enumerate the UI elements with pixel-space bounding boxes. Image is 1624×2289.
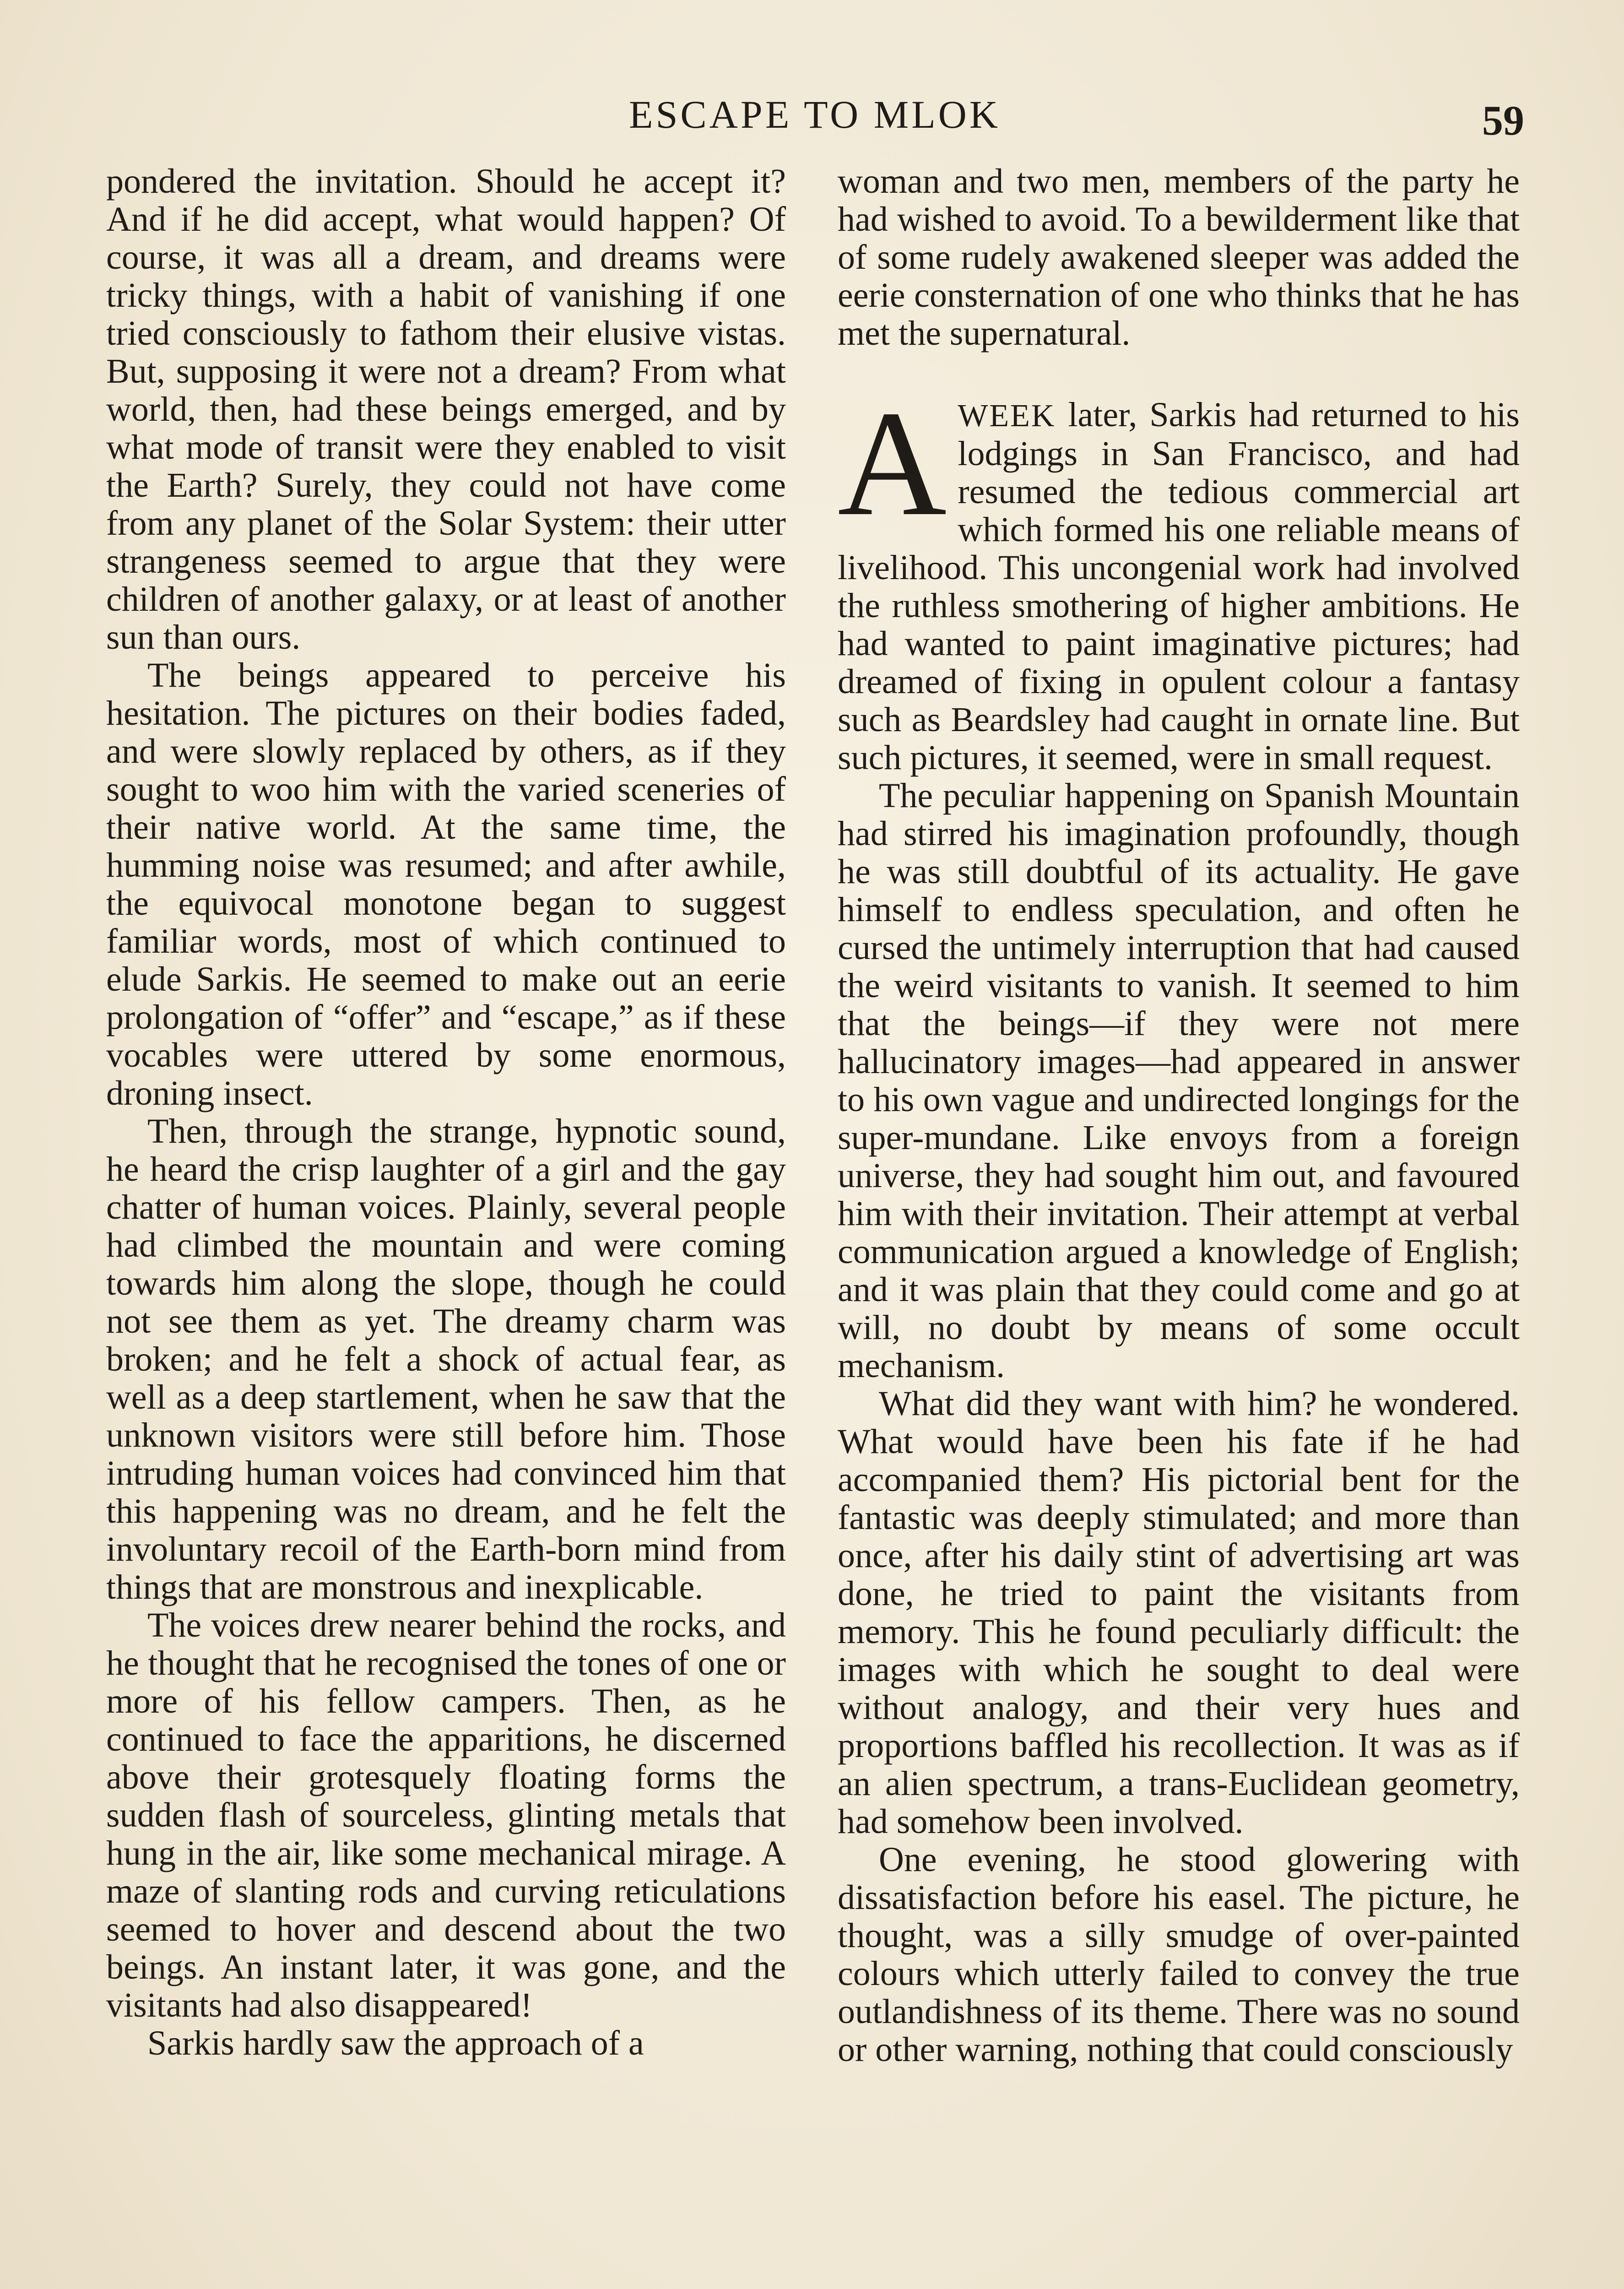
running-title: ESCAPE TO MLOK — [629, 92, 1001, 136]
paragraph-text: later, Sarkis had returned to his lodgings in San Francisco, and had resumed the tedious commercial art which formed his one reliable means of livelihood. This uncongenial work had involved the ruthless smothering of higher ambitions. He had wanted to paint imaginative pictures; had dreamed of fixing in opulent colour a fantasy such as Beardsley had caught in ornate line. But such pictures, it seemed, were in small request. — [838, 396, 1520, 777]
paragraph: One evening, he stood glowering with dissatisfaction before his easel. The picture, he thought, was a silly smudge of over-painted colours which utterly failed to convey the true outlandishness of its theme. There was no sound or other warning, nothing that could consciously — [838, 1840, 1520, 2069]
paragraph: woman and two men, members of the party he had wished to avoid. To a bewilderment like that of some rudely awakened sleeper was added the eerie consternation of one who thinks that he has met the supernatural. — [838, 162, 1520, 353]
paragraph: What did they want with him? he wondered. What would have been his fate if he had accompanied them? His pictorial bent for the fantastic was deeply stimulated; and more than once, after his daily stint of advertising art was done, he tried to paint the visitants from memory. This he found peculiarly difficult: the images with which he sought to deal were without analogy, and their very hues and proportions baffled his recollection. It was as if an alien spectrum, a trans-Euclidean geometry, had somehow been involved. — [838, 1384, 1520, 1841]
small-caps-word: WEEK — [958, 398, 1056, 434]
paragraph: Then, through the strange, hypnotic sound, he heard the crisp laughter of a girl and the gay chatter of human voices. Plainly, several people had climbed the mountain and were coming towards him along the slope, though he could not see them as yet. The dreamy charm was broken; and he felt a shock of actual fear, as well as a deep startlement, when he saw that the unknown visitors were still before him. Those intruding human voices had convinced him that this happening was no dream, and he felt the involuntary recoil of the Earth-born mind from things that are monstrous and inexplicable. — [106, 1112, 786, 1606]
page-header — [105, 92, 1524, 142]
left-column — [106, 163, 786, 2062]
drop-cap: A — [838, 380, 947, 547]
paragraph: The peculiar happening on Spanish Mountain had stirred his imagination profoundly, though he was still doubtful of its actuality. He gave himself to endless speculation, and often he cursed the untimely interruption that had caused the weird visitants to vanish. It seemed to him that the beings—if they were not mere hallucinatory images—had appeared in answer to his own vague and undirected longings for the super-mundane. Like envoys from a foreign universe, they had sought him out, and favoured him with their invitation. Their attempt at verbal communication argued a knowledge of English; and it was plain that they could come and go at will, no doubt by means of some occult mechanism. — [838, 776, 1520, 1385]
right-column — [838, 163, 1520, 2069]
paragraph: pondered the invitation. Should he accept it? And if he did accept, what would happen? Of course, it was all a dream, and dreams were tricky things, with a habit of vanishing if one tried consciously to fathom their elusive vistas. But, supposing it were not a dream? From what world, then, had these beings emerged, and by what mode of transit were they enabled to visit the Earth? Surely, they could not have come from any planet of the Solar System: their utter strangeness seemed to argue that they were children of another galaxy, or at least of another sun than ours. — [106, 162, 786, 656]
paragraph: The voices drew nearer behind the rocks, and he thought that he recognised the tones of one or more of his fellow campers. Then, as he continued to face the apparitions, he discerned above their grotesquely floating forms the sudden flash of sourceless, glinting metals that hung in the air, like some mechanical mirage. A maze of slanting rods and curving reticulations seemed to hover and descend about the two beings. An instant later, it was gone, and the visitants had also disappeared! — [106, 1606, 786, 2024]
paragraph: The beings appeared to perceive his hesitation. The pictures on their bodies faded, and were slowly replaced by others, as if they sought to woo him with the varied sceneries of their native world. At the same time, the humming noise was resumed; and after awhile, the equivocal monotone began to suggest familiar words, most of which continued to elude Sarkis. He seemed to make out an eerie prolongation of “offer” and “escape,” as if these vocables were uttered by some enormous, droning insect. — [106, 656, 786, 1112]
page-number: 59 — [1482, 97, 1524, 144]
paragraph: Sarkis hardly saw the approach of a — [147, 2024, 644, 2062]
section-opening-paragraph — [838, 380, 1520, 777]
